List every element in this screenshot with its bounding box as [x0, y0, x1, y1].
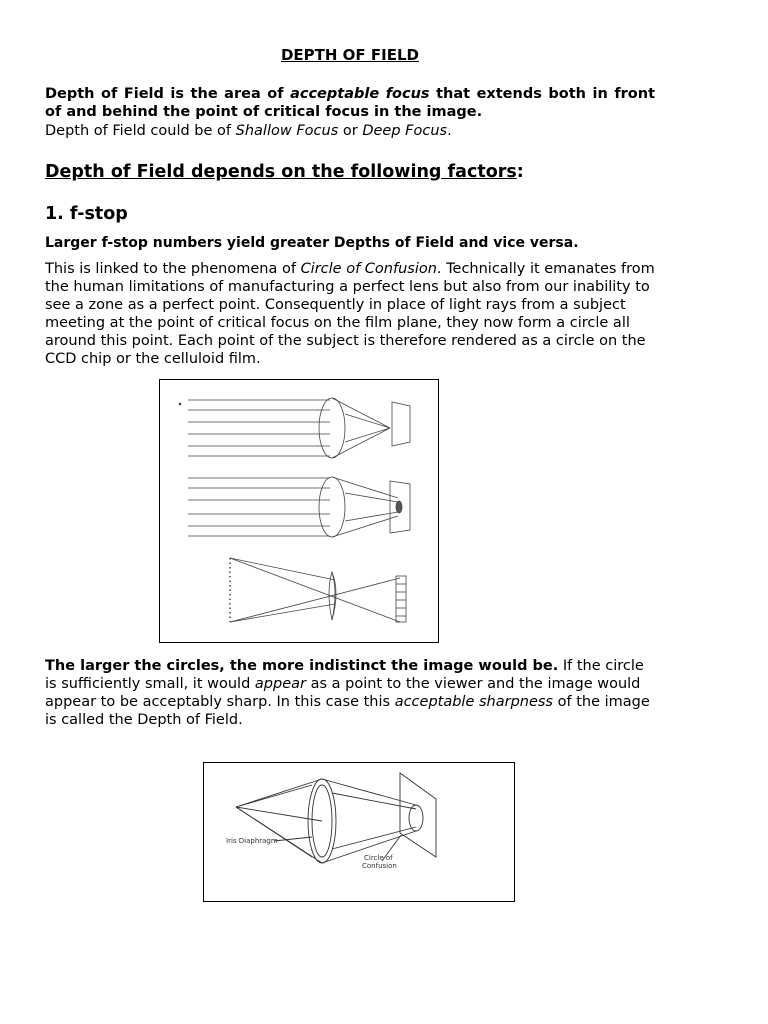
intro-text: Depth of Field could be of — [45, 123, 236, 139]
page-title: DEPTH OF FIELD — [280, 46, 419, 64]
intro-text: Depth of Field is the area of — [45, 86, 291, 102]
paragraph-text: of the image is called the Depth of Field. — [45, 694, 650, 728]
deep-focus-text: Deep Focus — [362, 123, 448, 139]
lens-focus-diagram — [159, 379, 439, 643]
acceptable-sharpness-text: acceptable sharpness — [394, 694, 553, 710]
circle-of-confusion-drawing — [204, 763, 514, 901]
intro-definition — [45, 85, 655, 121]
circle-of-confusion-paragraph — [45, 260, 655, 368]
circle-of-confusion-diagram — [203, 762, 515, 902]
intro-focus-types — [45, 122, 655, 140]
factors-heading-text: Depth of Field depends on the following factors — [45, 162, 517, 182]
lens-diagram-projection — [230, 558, 406, 622]
lens-diagram-circle — [188, 477, 410, 537]
section-fstop-heading: 1. f-stop — [45, 204, 128, 224]
lens-diagram-sharp — [188, 398, 410, 458]
circle-size-emphasis: The larger the circles, the more indistinct the image would be. — [45, 658, 559, 674]
section-fstop-subheading: Larger f-stop numbers yield greater Depths of Field and vice versa. — [45, 235, 579, 251]
intro-text: . — [447, 123, 452, 139]
shallow-focus-text: Shallow Focus — [235, 123, 339, 139]
lens-focus-drawing — [160, 380, 438, 642]
paragraph-text: This is linked to the phenomena of — [45, 261, 301, 277]
intro-emphasis: acceptable focus — [290, 86, 430, 102]
circle-size-paragraph — [45, 657, 655, 729]
paragraph-text: as a point to the viewer and the image would appear to be acceptably sharp. In this case this — [45, 676, 641, 710]
factors-heading — [45, 162, 524, 182]
circle-of-confusion-text: Circle of Confusion — [300, 261, 437, 277]
appear-text: appear — [254, 676, 306, 692]
circle-label-line2: Confusion — [362, 862, 397, 870]
paragraph-text: . Technically it emanates from the human limitations of manufacturing a perfect lens but also from our inability to see a zone as a perfect point. Consequently in place of light rays from a subject meeting at the point of critical focus on the film plane, they now form a circle all around this point. Each point of the subject is therefore rendered as a circle on the CCD chip or the celluloid film. — [45, 261, 655, 367]
iris-diaphragm-label: Iris Diaphragm — [226, 837, 278, 845]
circle-label-line1: Circle of — [364, 854, 393, 862]
intro-text: or — [338, 123, 363, 139]
intro-text: that extends both in front of and behind the point of critical focus in the image. — [45, 86, 656, 120]
paragraph-text: If the circle is sufficiently small, it would — [45, 658, 644, 692]
factors-heading-colon: : — [516, 162, 524, 182]
